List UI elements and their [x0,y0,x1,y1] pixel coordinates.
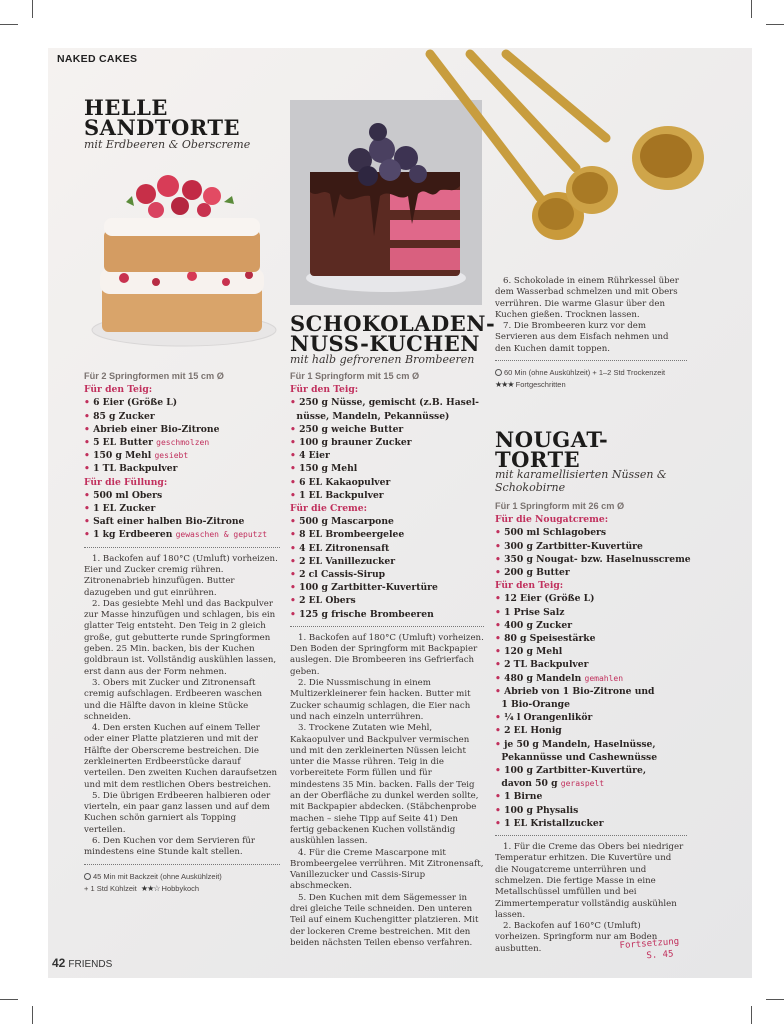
ingredient-text: 1 kg Erdbeeren [93,529,173,541]
recipe3-title-line: NOUGAT- [495,427,609,452]
bullet-icon: • [290,569,300,581]
ingredient-item [495,685,687,698]
ingredient-item [290,555,484,568]
ingredient-text: 125 g frische Brombeeren [299,608,434,620]
bullet-icon: • [495,817,505,829]
continuation-label: Fortsetzung [619,936,680,952]
divider [495,835,687,836]
ingredient-text: 5 EL Butter [93,437,153,449]
recipe1-difficulty: Hobbykoch [161,883,200,893]
bullet-icon: • [84,450,94,462]
bullet-icon: • [290,555,300,567]
ingredient-text: 4 Eier [299,450,330,462]
crop-mark [751,0,752,18]
bullet-icon: • [84,410,94,422]
recipe1-cooling: + 1 Std Kühlzeit [84,883,137,893]
ingredient-text: 500 ml Obers [93,489,163,501]
divider [84,547,280,548]
ingredient-item [290,489,484,502]
ingredient-item [495,698,687,711]
continuation-page: S. 45 [646,949,674,962]
recipe1-yield: Für 2 Springformen mit 15 cm Ø [84,371,224,381]
ingredient-item [84,423,280,436]
ingredient-item [84,515,280,528]
ingredient-item [290,542,484,555]
ingredient-text: Saft einer halben Bio-Zitrone [93,516,245,528]
bullet-icon: • [495,619,505,631]
ingredient-item [495,790,687,803]
bullet-icon: • [495,646,505,658]
ingredient-item [495,738,687,751]
crop-mark [0,24,18,25]
ingredient-item [84,410,280,423]
ingredient-item [84,489,280,502]
divider [290,626,484,627]
ingredient-item [495,606,687,619]
ingredient-text: 1 EL Backpulver [299,489,384,501]
ingredient-text: 1 TL Backpulver [93,463,178,475]
bullet-icon: • [495,553,505,565]
ingredient-item [495,764,687,777]
recipe1-subtitle: mit Erdbeeren & Oberscreme [84,138,251,151]
ingredient-item [84,528,280,541]
recipe2-time: 60 Min (ohne Auskühlzeit) + 1–2 Std Trockenzeit [504,368,666,378]
recipe3-title-line: TORTE [495,447,581,472]
crop-mark [32,1006,33,1024]
bullet-icon: • [495,593,505,605]
handwritten-note: gesiebt [154,451,189,461]
ingredient-group-heading: Für den Teig: [495,580,564,592]
ingredient-text: 1 Prise Salz [504,606,565,618]
recipe3-yield: Für 1 Springform mit 26 cm Ø [495,501,625,511]
recipe1-title-line: SANDTORTE [84,115,241,140]
ingredient-text: 1 EL Kristallzucker [504,817,604,829]
page-footer [52,956,112,970]
ingredient-item [290,476,484,489]
instruction-step: 6. Schokolade in einem Rührkessel über dem Wasserbad schmelzen und mit Obers verrühren. Die warme Glasur über den Kuchen gießen. Trocknen lassen. [495,276,679,320]
ingredient-item [495,817,687,830]
ingredient-item [495,658,687,671]
bullet-icon: • [495,725,505,737]
bullet-icon: • [290,529,300,541]
ingredient-text: 8 EL Brombeergelee [299,529,405,541]
ingredient-item [290,396,484,409]
instruction-step: 3. Trockene Zutaten wie Mehl, Kakaopulver und Backpulver vermischen und mit den zerkleinerten Nüssen leicht unter die Masse rühren. Teig in die vorbereitete Form füllen und für mindestens 35 Min. backen. Falls der Teig an der Oberfläche zu dunkel werden sollte, mit Backpapier abdecken. (Stäbchenprobe machen – siehe Tipp auf Seite 41) Den fertig gebackenen Kuchen vollständig auskühlen lassen. [290,723,479,847]
bullet-icon: • [290,476,300,488]
bullet-icon: • [495,791,505,803]
bullet-icon: • [495,633,505,645]
ingredient-text: 85 g Zucker [93,410,155,422]
instruction-step: 5. Den Kuchen mit dem Sägemesser in drei gleiche Teile schneiden. Den unteren Teil auf einem Kuchengitter platzieren. Mit der lockeren Creme bestreichen. Mit den beiden nächsten Teilen ebenso verfahren. [290,892,479,948]
bullet-icon: • [495,659,505,671]
ingredient-item [495,566,687,579]
recipe2-column [290,370,484,949]
crop-mark [766,24,784,25]
bullet-icon: • [290,542,300,554]
ingredient-item [84,396,280,409]
ingredient-item [495,751,687,764]
ingredient-text: 6 EL Kakaopulver [299,476,391,488]
ingredient-text: davon 50 g [501,778,558,790]
ingredient-item [495,553,691,566]
bullet-icon: • [84,516,94,528]
handwritten-note: geraspelt [560,779,605,789]
bullet-icon: • [84,463,94,475]
recipe2-steps [290,633,484,949]
ingredient-text: 100 g Zartbitter-Kuvertüre, [504,765,647,777]
recipe3-subtitle: mit karamellisierten Nüssen & Schokobirne [495,468,667,494]
difficulty-stars-icon: ★★☆ [140,883,160,893]
crop-mark [766,999,784,1000]
bullet-icon: • [495,606,505,618]
ingredient-text: 350 g Nougat- bzw. Haselnusscreme [504,553,691,565]
instruction-step: 1. Für die Creme das Obers bei niedriger Temperatur erhitzen. Die Kuvertüre und die Nougatcreme unterrühren und schmelzen. Die fertige Masse in eine Metallschüssel umfüllen und bei Zimmertemperatur vollständig auskühlen lassen. [495,842,684,920]
bullet-icon: • [290,397,300,409]
bullet-icon: • [290,450,300,462]
ingredient-item [495,724,687,737]
ingredient-text: 6 Eier (Größe L) [93,397,178,409]
bullet-icon: • [290,489,300,501]
bullet-icon: • [290,423,300,435]
ingredient-text: 480 g Mandeln [504,672,582,684]
bullet-icon: • [290,582,300,594]
divider [84,864,280,865]
bullet-icon: • [495,672,505,684]
ingredient-text: 2 EL Vanillezucker [299,555,396,567]
ingredient-text: Pekannüsse und Cashewnüsse [501,751,658,763]
recipe3-title [495,427,609,472]
ingredient-item [290,581,484,594]
ingredient-item [495,645,687,658]
ingredient-item [495,632,687,645]
handwritten-note: geschmolzen [156,438,210,448]
magazine-name: FRIENDS [68,959,113,970]
divider [495,360,687,361]
bullet-icon: • [84,397,94,409]
recipe2-subtitle: mit halb gefrorenen Brombeeren [290,353,475,366]
instruction-step: 1. Backofen auf 180°C (Umluft) vorheizen. Den Boden der Springform mit Backpapier auslegen. Die Brombeeren ins Gefrierfach geben. [290,632,484,677]
ingredient-group-heading: Für die Nougatcreme: [495,514,609,526]
instruction-step: 1. Backofen auf 180°C (Umluft) vorheizen. Eier und Zucker cremig rühren. Zitronenabrieb hinzufügen. Butter dazugeben und gut einrühren. [84,553,278,598]
ingredient-text: 100 g Physalis [504,804,579,816]
bullet-icon: • [290,516,300,528]
recipe2-difficulty: Fortgeschritten [515,380,566,390]
ingredient-item [84,502,280,515]
ingredient-text: 2 EL Honig [504,725,562,737]
instruction-step: 2. Backofen auf 160°C (Umluft) vorheizen. Springform nur am Boden ausbutten. [495,921,658,954]
ingredient-item [84,436,280,449]
ingredient-text: 100 g Zartbitter-Kuvertüre [299,582,438,594]
ingredient-item [495,804,687,817]
recipe1-column [84,370,280,895]
ingredient-item [495,777,687,790]
recipe1-ingredients [84,383,280,541]
recipe2-meta [495,367,687,391]
crop-mark [751,1006,752,1024]
ingredient-text: 250 g Nüsse, gemischt (z.B. Hasel- [299,397,479,409]
ingredient-text: 400 g Zucker [504,619,573,631]
instruction-step: 2. Die Nussmischung in einem Multizerkleinerer fein hacken. Butter mit Zucker schaumig schlagen, die Eier nach und nach einzeln unterrühren. [290,678,471,722]
ingredient-item [290,423,484,436]
instruction-step: 3. Obers mit Zucker und Zitronensaft cremig aufschlagen. Erdbeeren waschen und die Hälfte davon in kleine Stücke schneiden. [84,677,263,722]
page-number: 42 [52,956,66,970]
ingredient-item [495,619,687,632]
recipe3-column [495,500,691,955]
bullet-icon: • [290,437,300,449]
ingredient-item [495,540,687,553]
recipe2-title-line: SCHOKOLADEN- [290,311,496,336]
continuation-note [619,936,680,964]
recipe1-time: 45 Min mit Backzeit (ohne Auskühlzeit) [93,871,222,881]
recipe2-yield: Für 1 Springform mit 15 cm Ø [290,371,420,381]
ingredient-text: Abrieb von 1 Bio-Zitrone und [504,685,655,697]
clock-icon [84,873,91,880]
instruction-step: 6. Den Kuchen vor dem Servieren für mindestens eine Stunde kalt stellen. [84,836,256,858]
ingredient-item [290,608,484,621]
ingredient-item [290,449,484,462]
bullet-icon: • [495,685,505,697]
ingredient-item [290,515,484,528]
recipe2-title-line: NUSS-KUCHEN [290,331,480,356]
ingredient-text: 2 EL Obers [299,595,356,607]
bullet-icon: • [84,423,94,435]
ingredient-item [290,594,484,607]
bullet-icon: • [290,463,300,475]
ingredient-item [290,568,484,581]
sandtorte-photo [84,158,284,363]
instruction-step: 7. Die Brombeeren kurz vor dem Servieren aus dem Eisfach nehmen und den Kuchen damit toppen. [495,321,669,354]
bullet-icon: • [495,804,505,816]
recipe1-title-line: HELLE [84,95,168,120]
bullet-icon: • [84,489,94,501]
ingredient-text: ¼ l Orangenlikör [504,712,593,724]
ingredient-text: 300 g Zartbitter-Kuvertüre [504,540,643,552]
ingredient-item [290,436,484,449]
bullet-icon: • [495,567,505,579]
instruction-step: 4. Den ersten Kuchen auf einem Teller oder einer Platte platzieren und mit der Hälfte der Oberscreme bestreichen. Die zerkleinerten Erdbeerstücke darauf verteilen. Den zweiten Kuchen daraufsetzen und mit dem restlichen Obers bestreichen. [84,723,278,790]
ingredient-item [290,462,484,475]
ingredient-group-heading: Für den Teig: [84,384,153,396]
recipe1-steps [84,554,280,859]
ingredient-text: 120 g Mehl [504,646,563,658]
ingredient-text: 150 g Mehl [299,463,358,475]
ingredient-group-heading: Für den Teig: [290,384,359,396]
crop-mark [32,0,33,18]
ingredient-text: 500 g Mascarpone [299,516,394,528]
recipe2-steps-continued [495,276,687,355]
ingredient-text: nüsse, Mandeln, Pekannüsse) [296,410,450,422]
spoons-photo [420,48,752,280]
ingredient-text: je 50 g Mandeln, Haselnüsse, [504,738,656,750]
ingredient-item [495,711,687,724]
recipe1-title [84,95,241,140]
ingredient-item [84,449,280,462]
ingredient-group-heading: Für die Füllung: [84,476,168,488]
ingredient-item [495,672,687,685]
ingredient-text: Abrieb einer Bio-Zitrone [93,423,220,435]
bullet-icon: • [84,503,94,515]
ingredient-text: 2 TL Backpulver [504,659,589,671]
bullet-icon: • [290,595,300,607]
section-label: NAKED CAKES [57,53,138,65]
ingredient-text: 250 g weiche Butter [299,423,404,435]
ingredient-text: 4 EL Zitronensaft [299,542,390,554]
recipe2-title [290,311,496,356]
ingredient-text: 200 g Butter [504,567,570,579]
ingredient-item [495,592,687,605]
instruction-step: 2. Das gesiebte Mehl und das Backpulver zur Masse hinzufügen und schlagen, bis ein glatter Teig entsteht. Den Teig in 2 gleich große, gut gebutterte runde Springformen geben. 25 Min. backen, bis der Kuchen goldbraun ist. Vollständig auskühlen lassen, erst dann aus der Form nehmen. [84,598,277,677]
clock-icon [495,369,502,376]
ingredient-item [290,528,484,541]
bullet-icon: • [495,540,505,552]
ingredient-text: 2 cl Cassis-Sirup [299,569,386,581]
bullet-icon: • [495,738,505,750]
difficulty-stars-icon: ★★★ [495,380,514,390]
ingredient-group-heading: Für die Creme: [290,503,367,515]
ingredient-item [290,410,484,423]
ingredient-text: 1 EL Zucker [93,503,156,515]
bullet-icon: • [84,529,94,541]
handwritten-note: gewaschen & geputzt [175,530,268,540]
bullet-icon: • [290,608,300,620]
ingredient-text: 100 g brauner Zucker [299,437,412,449]
bullet-icon: • [495,765,505,777]
ingredient-item [495,526,687,539]
ingredient-text: 12 Eier (Größe L) [504,593,595,605]
recipe3-ingredients [495,513,691,830]
instruction-step: 4. Für die Creme Mascarpone mit Brombeergelee verrühren. Mit Zitronensaft, Vanillezucker und Cassis-Sirup abschmecken. [290,847,484,892]
ingredient-text: 1 Birne [504,791,543,803]
ingredient-item [84,462,280,475]
instruction-step: 5. Die übrigen Erdbeeren halbieren oder vierteln, ein paar ganz lassen und auf dem Kuchen schön garniert als Topping verteilen. [84,790,271,835]
ingredient-text: 150 g Mehl [93,450,152,462]
ingredient-text: 80 g Speisestärke [504,633,596,645]
recipe2-column-continued [495,276,687,391]
ingredient-text: 1 Bio-Orange [501,699,570,711]
ingredient-text: 500 ml Schlagobers [504,527,607,539]
bullet-icon: • [495,712,505,724]
crop-mark [0,999,18,1000]
bullet-icon: • [495,527,505,539]
handwritten-note: gemahlen [584,673,624,683]
recipe1-meta [84,871,280,895]
bullet-icon: • [84,437,94,449]
recipe2-ingredients [290,383,484,621]
